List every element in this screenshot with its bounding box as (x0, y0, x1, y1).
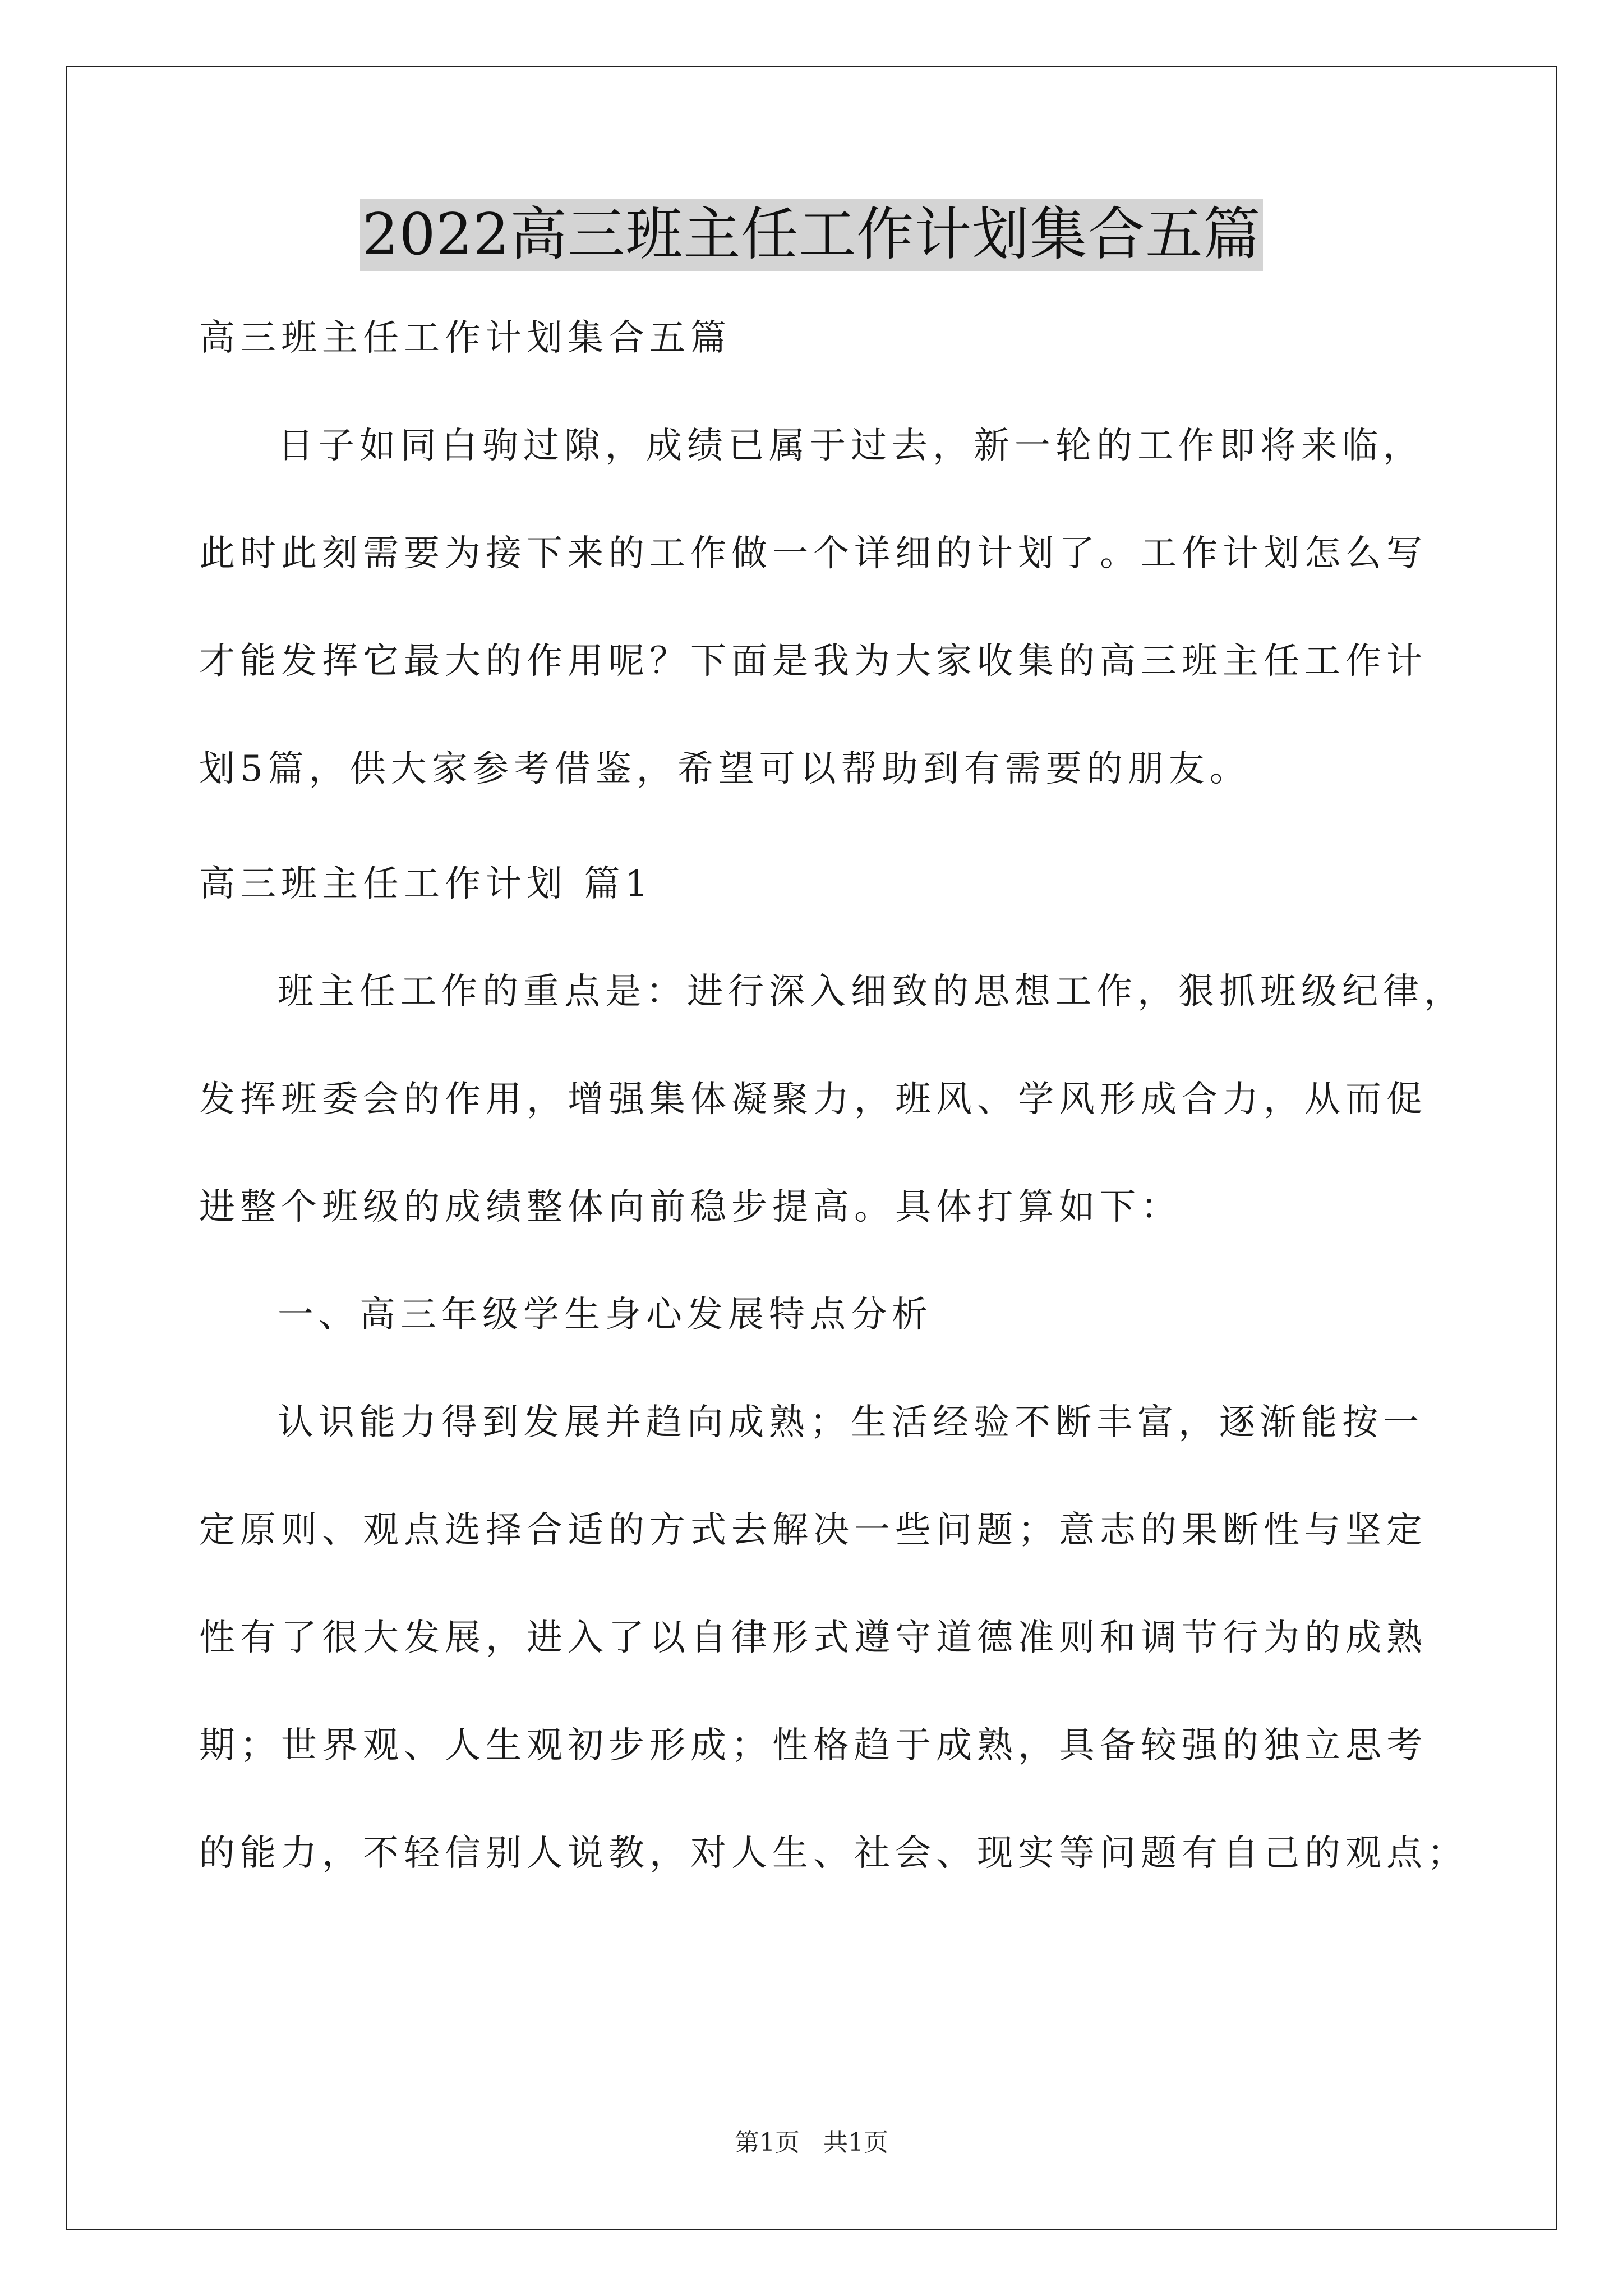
title-wrap (0, 199, 1623, 271)
section-heading: 高三班主任工作计划 篇1 (199, 863, 653, 905)
body-line: 发挥班委会的作用，增强集体凝聚力，班风、学风形成合力，从而促 (199, 1079, 1427, 1120)
body-line: 进整个班级的成绩整体向前稳步提高。具体打算如下： (199, 1186, 1182, 1228)
body-line: 定原则、观点选择合适的方式去解决一些问题；意志的果断性与坚定 (199, 1510, 1427, 1551)
body-line: 班主任工作的重点是：进行深入细致的思想工作，狠抓班级纪律， (278, 971, 1465, 1013)
document-body (199, 311, 1468, 1934)
document-title: 2022高三班主任工作计划集合五篇 (360, 199, 1264, 271)
subsection-heading: 一、高三年级学生身心发展特点分析 (278, 1294, 933, 1336)
page-footer: 第1页 共1页 (735, 2128, 888, 2157)
body-line: 的能力，不轻信别人说教，对人生、社会、现实等问题有自己的观点； (199, 1833, 1468, 1874)
intro-line: 此时此刻需要为接下来的工作做一个详细的计划了。工作计划怎么写 (199, 533, 1427, 574)
document-subtitle: 高三班主任工作计划集合五篇 (199, 318, 731, 359)
intro-line: 日子如同白驹过隙，成绩已属于过去，新一轮的工作即将来临， (278, 425, 1424, 467)
body-line: 期；世界观、人生观初步形成；性格趋于成熟，具备较强的独立思考 (199, 1725, 1427, 1766)
body-line: 认识能力得到发展并趋向成熟；生活经验不断丰富，逐渐能按一 (278, 1402, 1424, 1443)
intro-line: 才能发挥它最大的作用呢？下面是我为大家收集的高三班主任工作计 (199, 641, 1427, 682)
body-line: 性有了很大发展，进入了以自律形式遵守道德准则和调节行为的成熟 (199, 1617, 1427, 1659)
intro-line: 划5篇，供大家参考借鉴，希望可以帮助到有需要的朋友。 (199, 748, 1251, 790)
